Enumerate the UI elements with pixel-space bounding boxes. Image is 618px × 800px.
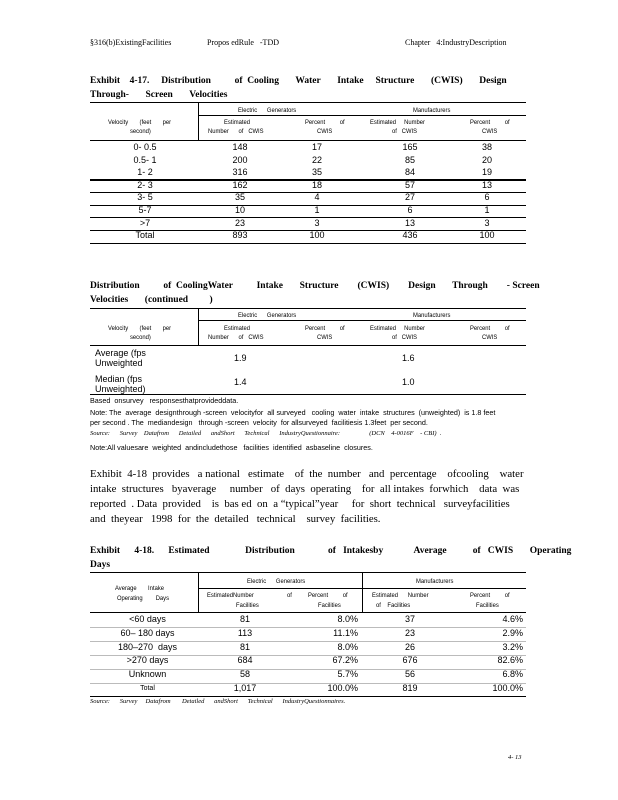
ex18-cell-eg-pct: 8.0% <box>337 614 358 624</box>
cont-col-mest-2: of CWIS <box>392 334 418 341</box>
ex17-cell-eg-num: 148 <box>232 142 248 152</box>
ex17-cell-m-num: 84 <box>404 167 415 178</box>
ex17-cell-eg-pct: 35 <box>311 167 322 178</box>
ex18-cell-eg-num: 58 <box>239 669 250 680</box>
ex17-cell-eg-num: 35 <box>234 192 245 203</box>
ex18-col-days-1: Average Intake <box>115 585 165 592</box>
ex18-cell-eg-pct: 11.1% <box>333 627 358 638</box>
ex17-cell-eg-num: 316 <box>232 167 248 178</box>
ex17-cell-m-pct: 100 <box>479 230 495 241</box>
paragraph-line-4: and theyear 1998 for the detailed technical survey facilities. <box>90 513 381 525</box>
ex17-cell-m-pct: 6 <box>484 192 490 203</box>
med-label-1: Median (fps <box>95 374 143 384</box>
ex17-cell-eg-num: 162 <box>232 179 248 190</box>
ex17-cell-m-num: 27 <box>404 192 415 203</box>
continued-title-line1: Distribution of CoolingWater Intake Structure (CWIS) Design Through - Screen <box>90 281 540 291</box>
source-citation: Source: Survey Datafrom Detailed andShort Technical IndustryQuestionnaire: (DCN 4-0016F - CBI) . <box>90 430 442 437</box>
ex18-cell-days: Unknown <box>128 669 167 680</box>
ex18-cell-days: 60– 180 days <box>120 627 175 638</box>
avg-label-2: Unweighted <box>95 358 143 368</box>
ex18-cell-eg-pct: 5.7% <box>337 669 358 680</box>
ex17-cell-eg-pct: 1 <box>314 205 320 215</box>
med-m-value: 1.0 <box>402 377 415 387</box>
exhibit-17-title-line2: Through- Screen Velocities <box>90 90 228 100</box>
ex17-cell-velocity: 5-7 <box>138 205 152 215</box>
ex17-cell-m-num: 85 <box>404 154 415 165</box>
ex17-cell-eg-pct: 18 <box>311 179 322 190</box>
col-mest-1: Estimated Number <box>370 119 425 126</box>
ex17-cell-m-num: 57 <box>404 179 415 190</box>
ex18-cell-days: 180–270 days <box>117 641 178 652</box>
exhibit-18-title-line1: Exhibit 4-18. Estimated Distribution of Intakesby Average of CWIS Operating <box>90 546 572 556</box>
ex18-cell-m-pct: 82.6% <box>497 655 523 666</box>
ex17-cell-velocity: 3- 5 <box>137 192 153 203</box>
ex18-cell-m-num: 56 <box>404 669 415 680</box>
ex17-cell-eg-pct: 17 <box>311 142 322 152</box>
ex17-cell-m-num: 6 <box>407 205 413 215</box>
ex18-col-mpct-2: Facilities <box>476 602 499 609</box>
ex18-col-est-2: Facilities <box>236 602 259 609</box>
cont-group-manufacturers: Manufacturers <box>413 312 451 319</box>
ex17-cell-m-num: 436 <box>402 230 418 241</box>
cont-col-pct-1: Percent of <box>305 325 345 332</box>
ex18-cell-eg-pct: 100.0% <box>327 683 358 693</box>
ex17-cell-velocity: 1- 2 <box>137 167 153 178</box>
ex18-cell-m-pct: 4.6% <box>502 614 523 624</box>
col-mest-2: of CWIS <box>392 128 418 135</box>
exhibit-17-title-line1: Exhibit 4-17. Distribution of Cooling Water Intake Structure (CWIS) Design <box>90 76 507 86</box>
paragraph-line-3: reported . Data provided is bas ed on a “typical”year for short technical surveyfacilities <box>90 498 510 510</box>
ex18-col-mest-2: of Facilities <box>376 602 411 609</box>
ex17-cell-eg-pct: 22 <box>311 154 322 165</box>
cont-group-electric: Electric Generators <box>238 312 297 319</box>
ex17-cell-m-pct: 20 <box>481 154 492 165</box>
ex17-cell-eg-pct: 3 <box>314 217 320 228</box>
ex18-cell-days: <60 days <box>129 614 166 624</box>
col-est-2: Number of CWIS <box>208 128 264 135</box>
ex17-cell-velocity: Total <box>135 230 155 241</box>
ex17-cell-eg-num: 10 <box>234 205 245 215</box>
cont-col-est-2: Number of CWIS <box>208 334 264 341</box>
ex18-cell-eg-num: 113 <box>237 627 253 638</box>
paragraph-line-1: Exhibit 4-18 provides a national estimate of the number and percentage ofcooling water <box>90 468 524 480</box>
col-pct-2: CWIS <box>317 128 333 135</box>
ex17-cell-eg-num: 23 <box>234 217 245 228</box>
ex18-cell-m-num: 26 <box>404 641 415 652</box>
group-electric: Electric Generators <box>238 107 297 114</box>
cont-col-mpct-1: Percent of <box>470 325 510 332</box>
med-eg-value: 1.4 <box>234 377 247 387</box>
note-average-line1: Note: The average designthrough -screen velocityfor all surveyed cooling water intake structures (unweighted) is 1.8 feet <box>90 408 496 417</box>
ex18-col-est-1: EstimatedNumber <box>207 592 254 599</box>
cont-col-mpct-2: CWIS <box>482 334 498 341</box>
ex18-cell-m-num: 23 <box>404 627 415 638</box>
med-label-2: Unweighted) <box>95 384 146 394</box>
ex18-cell-days: Total <box>140 684 155 692</box>
col-pct-1: Percent of <box>305 119 345 126</box>
ex18-cell-eg-num: 81 <box>239 641 250 652</box>
ex17-cell-velocity: 2- 3 <box>137 179 153 190</box>
header-right: Chapter 4:IndustryDescription <box>405 38 507 47</box>
ex18-col-mest-1: Estimated Number <box>372 592 429 599</box>
cont-col-pct-2: CWIS <box>317 334 333 341</box>
ex18-group-manufacturers: Manufacturers <box>416 578 454 585</box>
col-velocity-2: second) <box>130 128 151 135</box>
continued-title-line2: Velocities (continued ) <box>90 295 213 305</box>
ex18-source-citation: Source: Survey Datafrom Detailed andShort Technical IndustryQuestionnaires. <box>90 698 346 705</box>
ex18-col-pct-2: Facilities <box>318 602 341 609</box>
page-number: 4- 13 <box>508 754 522 761</box>
note-based-on-survey: Based onsurvey responsesthatprovideddata. <box>90 396 239 405</box>
col-mpct-2: CWIS <box>482 128 498 135</box>
ex18-col-pct-1: Percent of <box>308 592 348 599</box>
ex18-cell-m-pct: 6.8% <box>502 669 523 680</box>
note-weighted: Note:All valuesare weighted andincludethose facilities identified asbaseline closures. <box>90 443 373 452</box>
header-center: Propos edRule -TDD <box>207 38 279 47</box>
note-average-line2: per second . The mediandesign through -screen velocity for allsurveyed facilitiesis 1.3feet per second. <box>90 418 428 427</box>
header-left: §316(b)ExistingFacilities <box>90 38 172 47</box>
ex17-cell-eg-num: 200 <box>232 154 248 165</box>
ex17-cell-m-num: 13 <box>404 217 415 228</box>
ex17-cell-m-pct: 19 <box>481 167 492 178</box>
ex18-cell-eg-pct: 8.0% <box>337 641 358 652</box>
ex17-cell-m-pct: 13 <box>481 179 492 190</box>
ex18-group-electric: Electric Generators <box>247 578 306 585</box>
ex18-col-mpct-1: Percent of <box>470 592 510 599</box>
ex18-cell-m-num: 37 <box>404 614 415 624</box>
avg-label-1: Average (fps <box>95 348 146 358</box>
ex18-cell-eg-num: 684 <box>237 655 253 666</box>
exhibit-18-title-line2: Days <box>90 560 111 570</box>
ex18-cell-m-pct: 2.9% <box>502 627 523 638</box>
cont-col-velocity-2: second) <box>130 334 151 341</box>
ex18-col-of: of <box>287 592 292 599</box>
ex17-cell-velocity: >7 <box>139 217 151 228</box>
avg-eg-value: 1.9 <box>234 353 247 363</box>
ex18-cell-eg-pct: 67.2% <box>332 655 358 666</box>
ex18-cell-m-num: 819 <box>402 683 418 693</box>
ex18-cell-eg-num: 1,017 <box>233 683 257 693</box>
cont-col-mest-1: Estimated Number <box>370 325 425 332</box>
ex18-cell-eg-num: 81 <box>239 614 250 624</box>
ex17-cell-m-pct: 1 <box>484 205 490 215</box>
avg-m-value: 1.6 <box>402 353 415 363</box>
ex17-cell-velocity: 0- 0.5 <box>133 142 157 152</box>
col-est-1: Estimated <box>224 119 251 126</box>
ex17-cell-eg-pct: 4 <box>314 192 320 203</box>
group-manufacturers: Manufacturers <box>413 107 451 114</box>
cont-col-est-1: Estimated <box>224 325 251 332</box>
ex17-cell-eg-num: 893 <box>232 230 248 241</box>
ex18-col-days-2: Operating Days <box>117 595 170 602</box>
ex18-cell-m-pct: 100.0% <box>492 683 523 693</box>
ex17-cell-eg-pct: 100 <box>309 230 325 241</box>
ex18-cell-days: >270 days <box>126 655 169 666</box>
ex17-cell-velocity: 0.5- 1 <box>133 154 157 165</box>
col-mpct-1: Percent of <box>470 119 510 126</box>
ex18-cell-m-num: 676 <box>402 655 418 666</box>
ex18-cell-m-pct: 3.2% <box>502 641 523 652</box>
ex17-cell-m-pct: 38 <box>481 142 492 152</box>
body-paragraph <box>90 467 524 527</box>
paragraph-line-2: intake structures byaverage number of days operating for all intakes forwhich data was <box>90 483 520 495</box>
col-velocity-1: Velocity (feet per <box>108 119 172 126</box>
cont-col-velocity-1: Velocity (feet per <box>108 325 172 332</box>
ex17-cell-m-num: 165 <box>402 142 418 152</box>
ex17-cell-m-pct: 3 <box>484 217 490 228</box>
